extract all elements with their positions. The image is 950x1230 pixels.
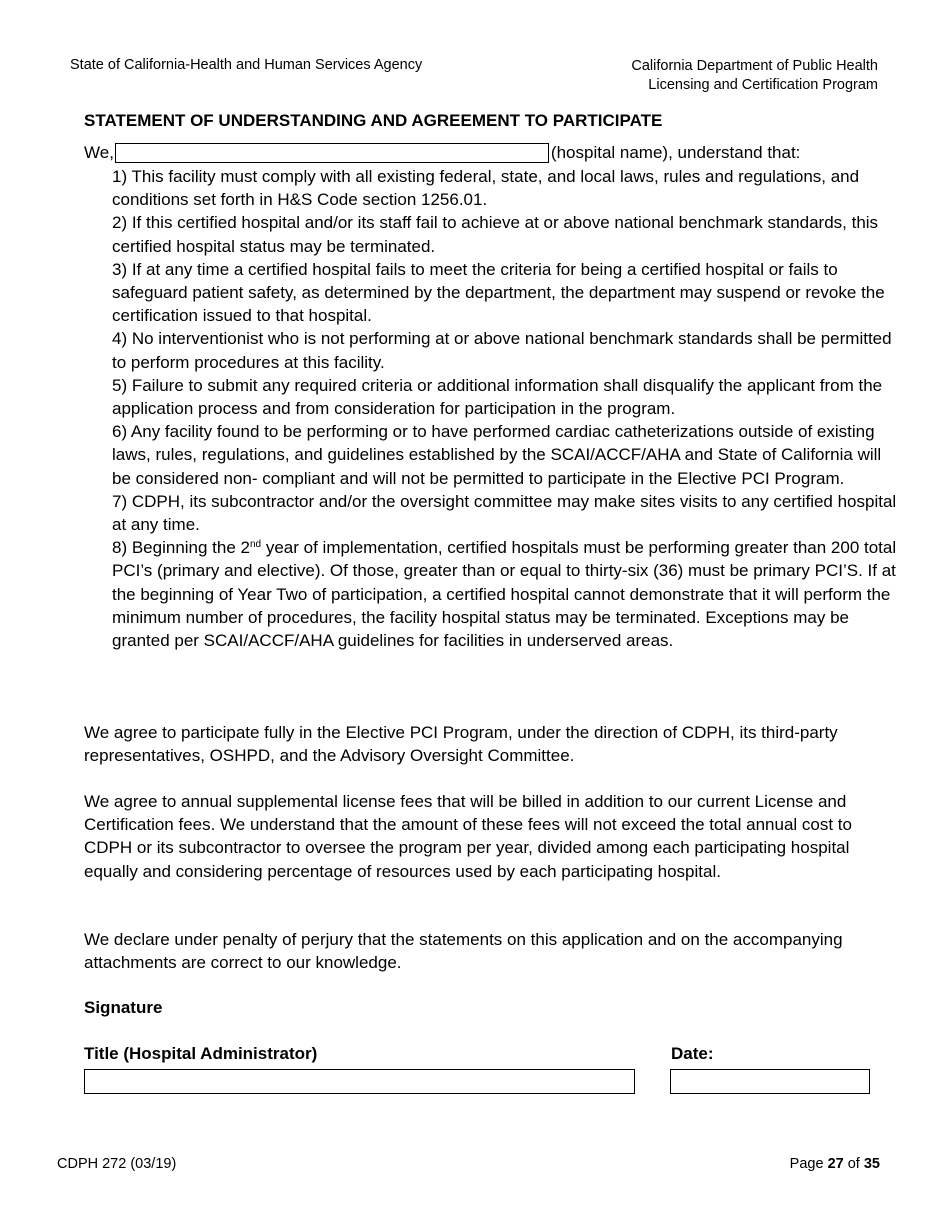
list-item <box>112 536 902 652</box>
hospital-name-line <box>84 142 800 164</box>
header-agency: State of California-Health and Human Services Agency <box>70 57 423 73</box>
signature-label: Signature <box>84 998 163 1017</box>
date-label: Date: <box>671 1044 714 1063</box>
page-number <box>790 1156 880 1172</box>
item8-rest: year of implementation, certified hospitals must be performing greater than 200 total PCI’s (primary and elective). Of those, greater than or equal to thirty-six (36) must be primary PCI’S. If at the beginning of Year Two of participation, a certified hospital cannot demonstrate that it will perform the minimum number of procedures, the facility hospital status may be terminated. Exceptions may be granted per SCAI/ACCF/AHA guidelines for facilities in underserved areas. <box>112 538 897 651</box>
list-item: 5) Failure to submit any required criteria or additional information shall disqualify the applicant from the application process and from consideration for participation in the program. <box>112 375 883 419</box>
list-item: 6) Any facility found to be performing or to have performed cardiac catheterizations outside of existing laws, rules, regulations, and guidelines established by the SCAI/ACCF/AHA and State of California will be considered non- compliant and will not be permitted to participate in the Elective PCI Program. <box>112 422 882 488</box>
item8-superscript: nd <box>250 539 262 551</box>
list-item: 3) If at any time a certified hospital fails to meet the criteria for being a certified hospital or fails to safeguard patient safety, as determined by the department, the department may suspend or revoke the certification issued to that hospital. <box>112 259 885 326</box>
header-department-line1: California Department of Public Health <box>631 58 878 74</box>
item8-start: 8) Beginning the 2 <box>112 538 250 558</box>
page-of: of <box>843 1156 864 1172</box>
page-total: 35 <box>863 1156 880 1172</box>
list-item: 1) This facility must comply with all existing federal, state, and local laws, rules and regulations, and conditions set forth in H&S Code section 1256.01. <box>112 167 860 210</box>
title-label: Title (Hospital Administrator) <box>84 1044 318 1063</box>
list-item: 7) CDPH, its subcontractor and/or the oversight committee may make sites visits to any certified hospital at any time. <box>112 491 897 535</box>
form-id: CDPH 272 (03/19) <box>57 1156 177 1172</box>
document-title: STATEMENT OF UNDERSTANDING AND AGREEMENT TO PARTICIPATE <box>84 111 663 130</box>
hospital-name-input[interactable] <box>115 143 549 163</box>
page-current: 27 <box>827 1156 844 1172</box>
list-item: 2) If this certified hospital and/or its staff fail to achieve at or above national benchmark standards, this certified hospital status may be terminated. <box>112 213 879 256</box>
declaration-paragraph: We declare under penalty of perjury that the statements on this application and on the accompanying attachments are correct to our knowledge. <box>84 930 843 973</box>
header-department-line2: Licensing and Certification Program <box>648 77 878 93</box>
header-department <box>631 57 878 95</box>
title-input[interactable] <box>84 1069 635 1094</box>
fees-paragraph: We agree to annual supplemental license fees that will be billed in addition to our current License and Certification fees. We understand that the amount of these fees will not exceed the total annual cost to CDPH or its subcontractor to oversee the program per year, divided among each participating hospital equally and considering percentage of resources used by each participating hospital. <box>84 792 852 881</box>
date-input[interactable] <box>670 1069 870 1094</box>
list-item: 4) No interventionist who is not performing at or above national benchmark standards shall be permitted to perform procedures at this facility. <box>112 329 892 372</box>
participation-paragraph: We agree to participate fully in the Elective PCI Program, under the direction of CDPH, its third-party representatives, OSHPD, and the Advisory Oversight Committee. <box>84 723 838 766</box>
we-suffix: (hospital name), understand that: <box>550 143 801 162</box>
understanding-list <box>112 165 902 652</box>
we-prefix: We, <box>84 143 114 162</box>
page-word: Page <box>789 1156 828 1172</box>
